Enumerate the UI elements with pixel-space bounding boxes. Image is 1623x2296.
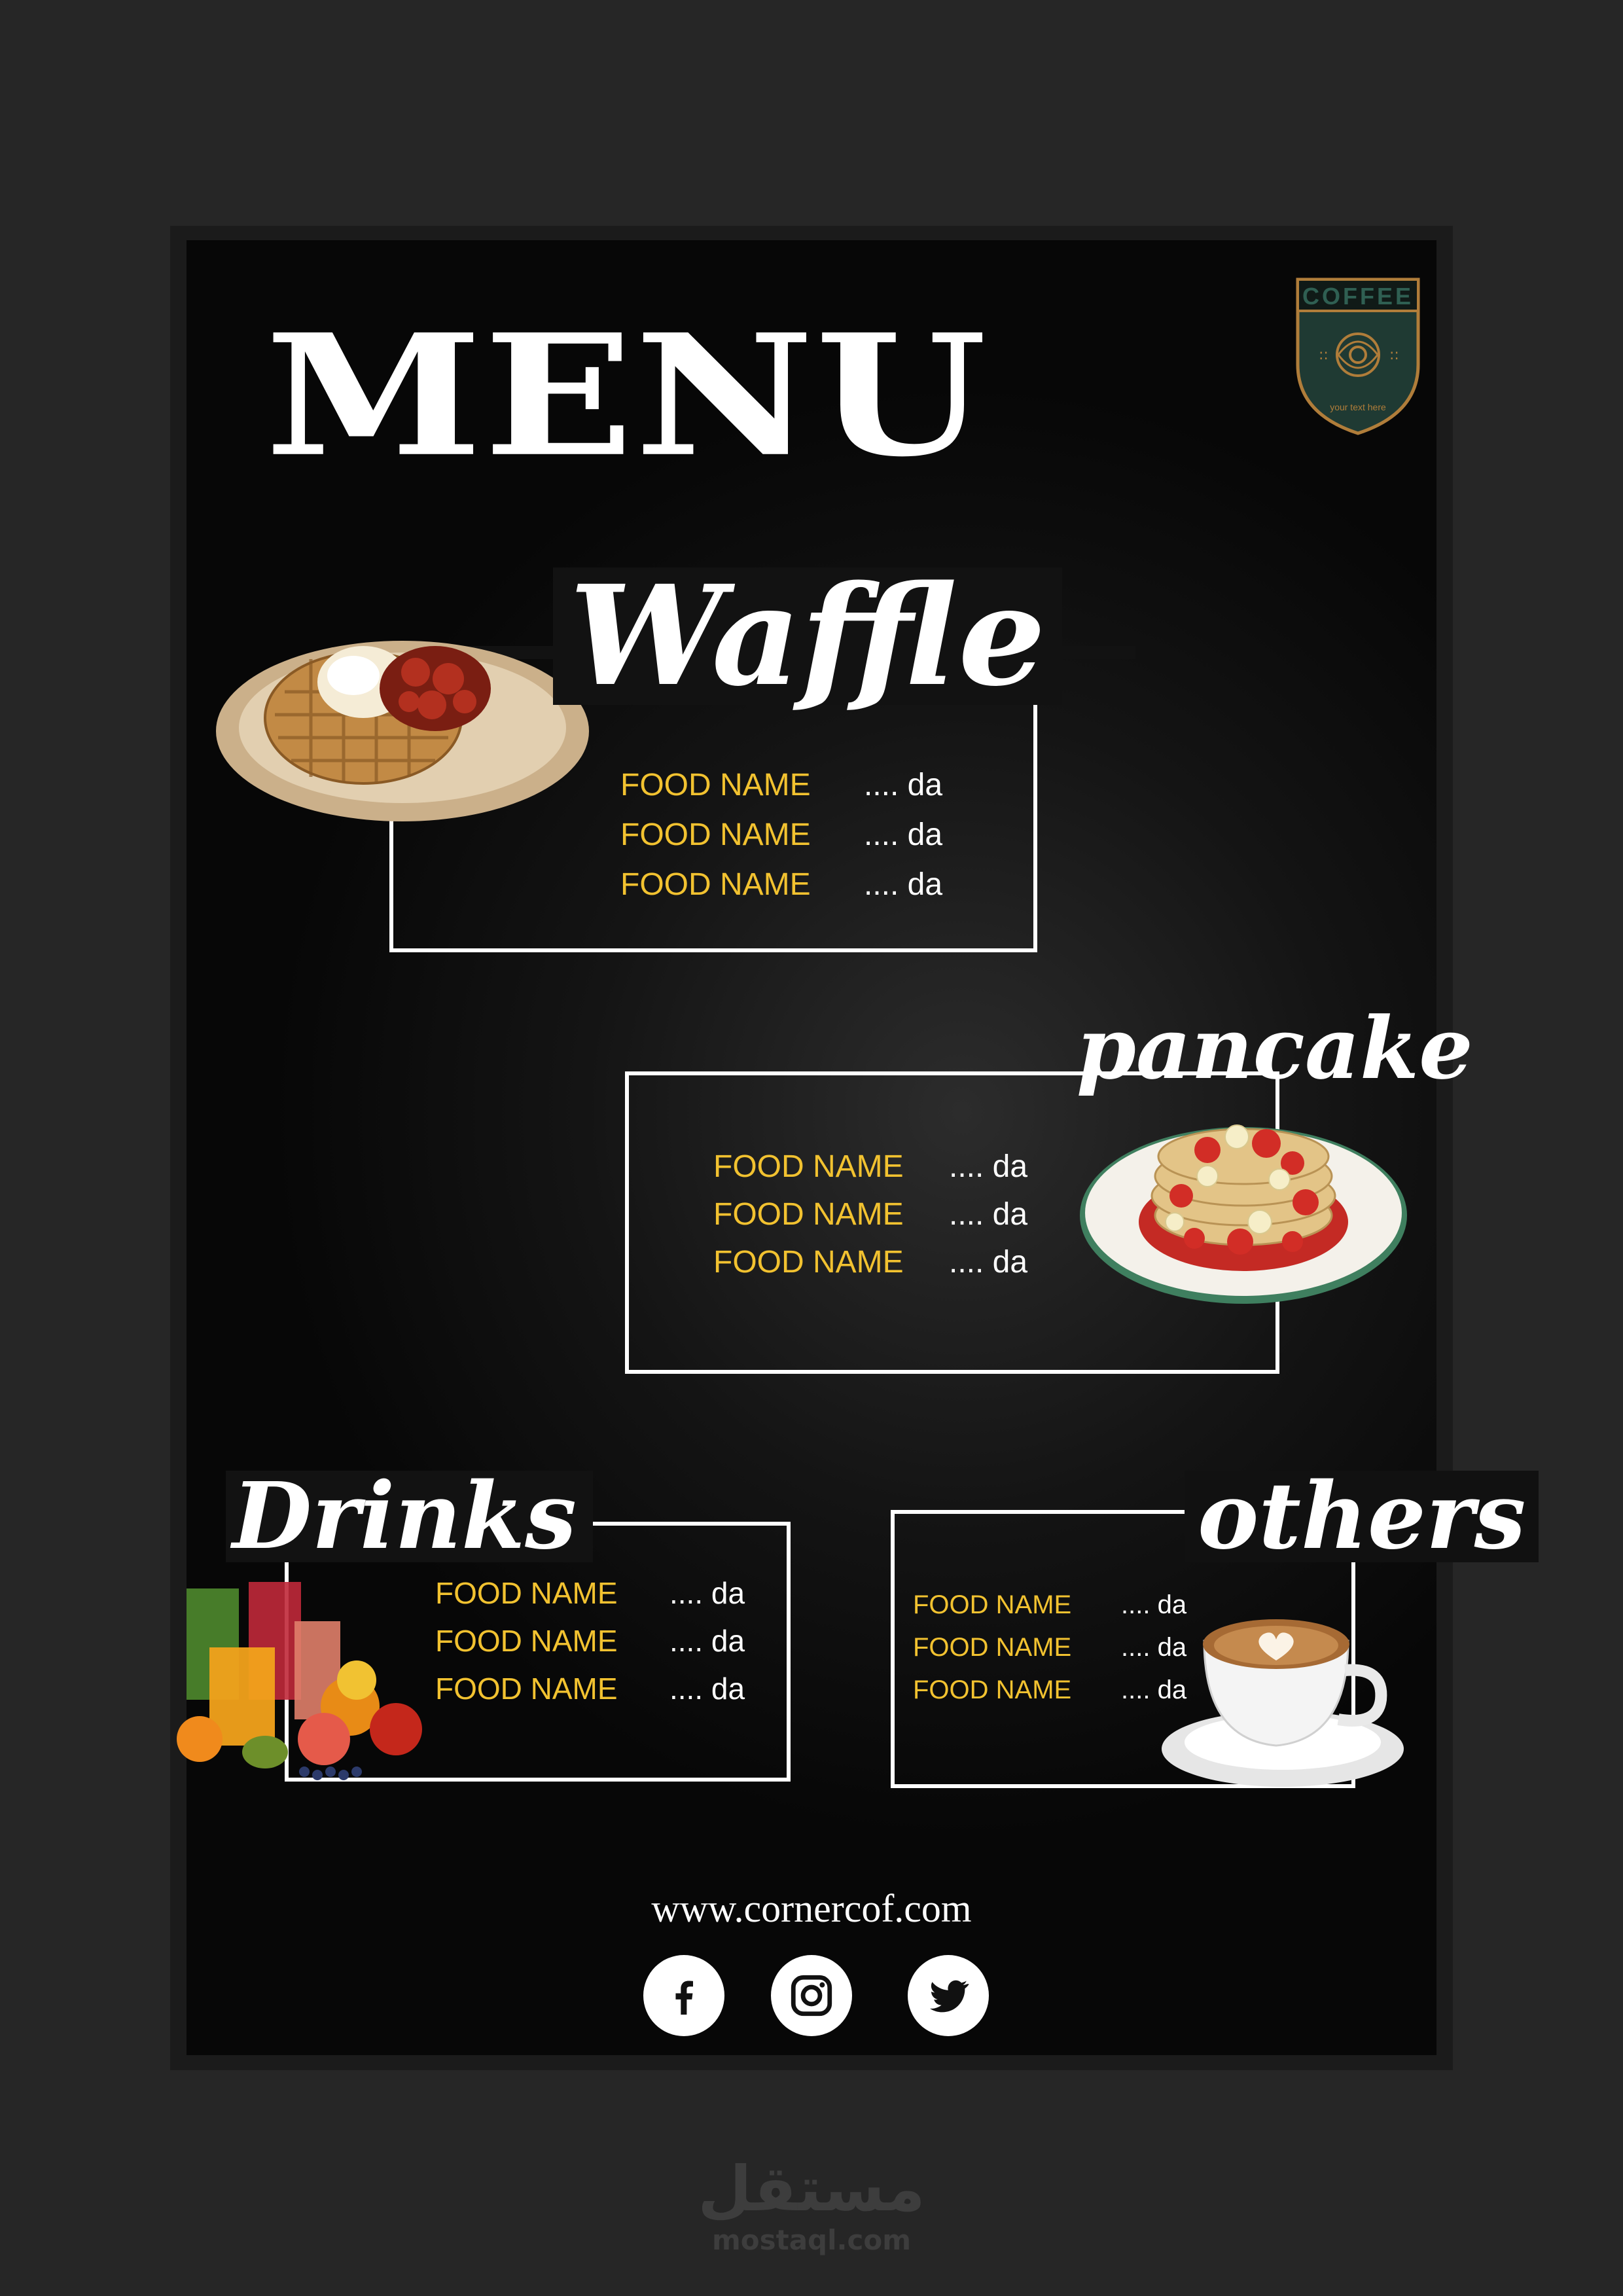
- drinks-fruits-image: [187, 1575, 468, 1785]
- pancake-heading-gap: [1026, 1058, 1235, 1091]
- drinks-item-1-name: FOOD NAME: [435, 1576, 618, 1610]
- drinks-item-3-price: .... da: [669, 1672, 745, 1706]
- pancake-item-2-name: FOOD NAME: [713, 1197, 904, 1232]
- coffee-cup-image: [1158, 1608, 1414, 1791]
- coffee-badge-logo: [1293, 273, 1423, 437]
- svg-text:::: ::: [1319, 347, 1329, 363]
- waffle-item-2-price: .... da: [864, 817, 943, 852]
- menu-title: MENU: [265, 297, 988, 494]
- waffle-plate-image: [213, 626, 592, 823]
- others-item-1-name: FOOD NAME: [913, 1590, 1072, 1619]
- watermark-arabic: مستقل: [698, 2153, 925, 2225]
- instagram-icon[interactable]: [771, 1955, 852, 2036]
- waffle-item-1-price: .... da: [864, 768, 943, 802]
- pancake-item-1-name: FOOD NAME: [713, 1149, 904, 1184]
- others-heading: others: [1185, 1471, 1539, 1562]
- waffle-heading: Waffle: [553, 567, 1062, 705]
- others-item-3-name: FOOD NAME: [913, 1676, 1072, 1704]
- website-url[interactable]: www.cornercof.com: [651, 1887, 972, 1930]
- pancake-plate-image: [1077, 1098, 1410, 1307]
- drinks-heading: Drinks: [226, 1471, 593, 1562]
- pancake-item-3-name: FOOD NAME: [713, 1245, 904, 1280]
- others-item-3-price: .... da: [1121, 1676, 1187, 1704]
- pancake-item-2-price: .... da: [949, 1197, 1028, 1232]
- waffle-item-2-name: FOOD NAME: [620, 817, 811, 852]
- menu-poster: [187, 240, 1526, 2055]
- waffle-item-3-price: .... da: [864, 867, 943, 902]
- drinks-item-2-price: .... da: [669, 1624, 745, 1658]
- pancake-item-3-price: .... da: [949, 1245, 1028, 1280]
- others-item-1-price: .... da: [1121, 1590, 1187, 1619]
- badge-tagline: your text here: [1330, 402, 1386, 412]
- watermark-latin: mostaql.com: [712, 2224, 911, 2256]
- waffle-item-1-name: FOOD NAME: [620, 768, 811, 802]
- others-item-2-name: FOOD NAME: [913, 1633, 1072, 1662]
- waffle-item-3-name: FOOD NAME: [620, 867, 811, 902]
- others-item-2-price: .... da: [1121, 1633, 1187, 1662]
- drinks-item-1-price: .... da: [669, 1576, 745, 1610]
- pancake-item-1-price: .... da: [949, 1149, 1028, 1184]
- drinks-item-2-name: FOOD NAME: [435, 1624, 618, 1658]
- svg-text:::: ::: [1389, 347, 1399, 363]
- twitter-icon[interactable]: [908, 1955, 989, 2036]
- facebook-icon[interactable]: [643, 1955, 724, 2036]
- badge-label: COFFEE: [1302, 283, 1414, 310]
- pancake-heading: pancake: [1077, 998, 1473, 1098]
- drinks-item-3-name: FOOD NAME: [435, 1672, 618, 1706]
